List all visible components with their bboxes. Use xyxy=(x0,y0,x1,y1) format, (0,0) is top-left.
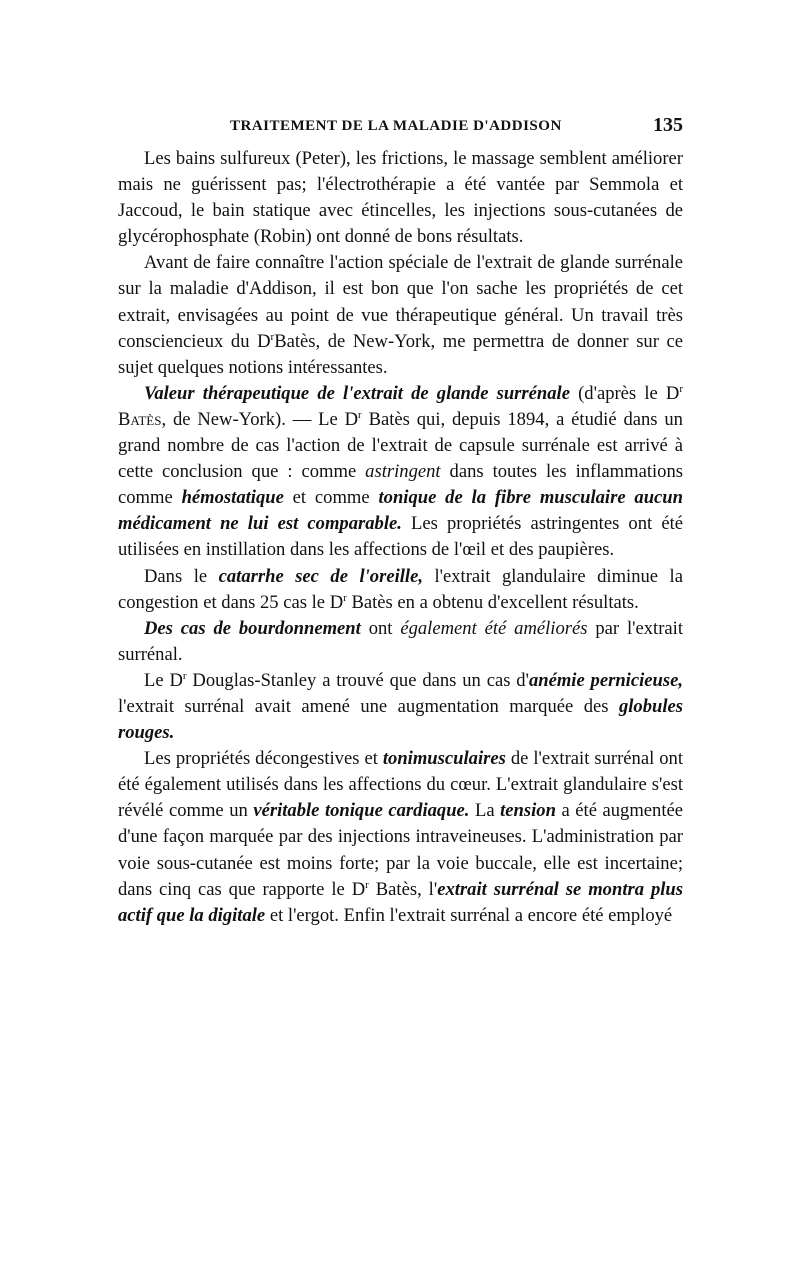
text-run: Douglas-Stanley a trouvé que dans un cas d' xyxy=(186,669,529,691)
text-run: ont xyxy=(360,617,401,639)
paragraph-2-text-b: Batès, de New-York, me permettra de donner sur ce sujet quelques notions intéressantes. xyxy=(118,330,684,378)
emphasis: globules rouges. xyxy=(118,695,683,744)
document-page xyxy=(118,114,684,929)
text-run: et comme xyxy=(283,487,379,509)
paragraph-2 xyxy=(118,250,683,380)
text-run: de l'extrait surrénal ont été également utilisés dans les affections du cœur. L'extrait glandulaire s'est révélé comme un xyxy=(118,748,683,822)
paragraph-6 xyxy=(118,668,683,746)
text-run: Les propriétés décongestives et xyxy=(144,748,383,770)
superscript: r xyxy=(270,330,275,343)
text-run: (d'après le D xyxy=(569,382,680,404)
page-number: 135 xyxy=(653,114,683,136)
text-run: l'extrait surrénal avait amené une augmentation marquée des xyxy=(118,695,619,717)
text-run: l'extrait glandulaire diminue la congestion et dans 25 cas le D xyxy=(118,565,683,613)
text-run: dans toutes les inflammations comme xyxy=(118,461,683,509)
text-run: a été augmentée d'une façon marquée par des injections intraveineuses. L'administration par voie sous-cutanée est moins forte; par la voie buccale, elle est incertaine; dans cinq cas que rapporte le D xyxy=(118,800,684,900)
text-run: et l'ergot. Enfin l'extrait surrénal a encore été employé xyxy=(265,904,673,926)
emphasis: anémie pernicieuse, xyxy=(528,669,683,691)
text-run: Batès en a obtenu d'excellent résultats. xyxy=(346,591,639,613)
emphasis: hémostatique xyxy=(181,487,284,509)
emphasis: tension xyxy=(500,800,556,822)
emphasis: véritable tonique cardiaque. xyxy=(253,800,470,822)
text-run: , de New-York). — Le D xyxy=(161,408,359,430)
text-run: La xyxy=(469,800,501,822)
text-run: Batès qui, depuis 1894, a étudié dans un grand nombre de cas l'action de l'extrait de capsule surrénale est arrivé à cette conclusion que : comme xyxy=(118,408,683,483)
superscript: r xyxy=(365,878,369,891)
emphasis: tonimusculaires xyxy=(382,748,506,770)
paragraph-1-text: Les bains sulfureux (Peter), les frictions, le massage semblent améliorer mais ne guérissent pas; l'électrothérapie a été vantée par Semmola et Jaccoud, le bain statique avec étincelles, les injections sous-cutanées de glycérophosphate (Robin) ont donné de bons résultats. xyxy=(118,148,683,248)
paragraph-4 xyxy=(118,564,683,616)
paragraph-2-text-a: Avant de faire connaître l'action spéciale de l'extrait de glande surrénale sur la maladie d'Addison, il est bon que l'on sache les propriétés de cet extrait, envisagées au point de vue thérapeutique général. Un travail très consciencieux du D xyxy=(118,252,683,352)
text-run: Batès, l' xyxy=(368,878,438,900)
emphasis: Des cas de bourdonnement xyxy=(144,617,361,639)
superscript: r xyxy=(358,408,362,421)
emphasis: tonique de la fibre musculaire aucun médicament ne lui est comparable. xyxy=(118,487,683,535)
paragraph-5 xyxy=(118,616,683,668)
emphasis: astringent xyxy=(365,461,441,483)
body-text xyxy=(118,146,683,929)
paragraph-1 xyxy=(118,146,683,250)
text-run: Le D xyxy=(144,669,183,691)
author-name: Batès xyxy=(118,408,162,430)
emphasis: extrait surrénal se montra plus actif que la digitale xyxy=(118,878,683,926)
text-run: Les propriétés astringentes ont été utilisées en instillation dans les affections de l'œil et des paupières. xyxy=(118,513,683,561)
superscript: r xyxy=(343,591,347,604)
page-header xyxy=(118,114,683,146)
superscript: r xyxy=(182,669,187,682)
paragraph-3 xyxy=(118,381,683,564)
emphasis: également été améliorés xyxy=(400,617,588,639)
paragraph-7 xyxy=(118,746,683,929)
text-run: Dans le xyxy=(144,565,219,587)
emphasis: catarrhe sec de l'oreille, xyxy=(218,565,423,587)
text-run: par l'extrait surrénal. xyxy=(118,617,684,665)
superscript: r xyxy=(679,382,683,395)
running-title: TRAITEMENT DE LA MALADIE D'ADDISON xyxy=(230,118,562,134)
section-title: Valeur thérapeutique de l'extrait de glande surrénale xyxy=(144,382,570,404)
